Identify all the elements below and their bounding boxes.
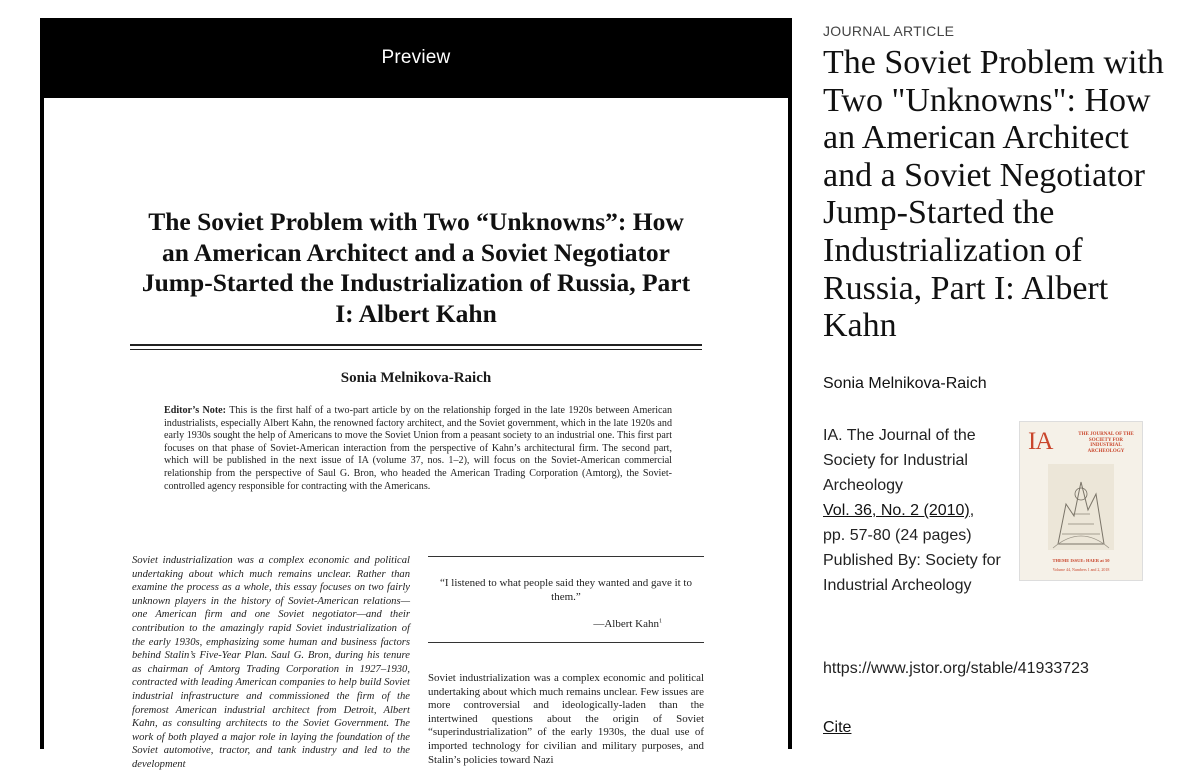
title-rule-thick bbox=[130, 344, 702, 346]
cite-link[interactable]: Cite bbox=[823, 719, 852, 736]
epigraph-footnote: 1 bbox=[659, 618, 662, 625]
cover-volume: Volume 44, Numbers 1 and 2, 2018 bbox=[1052, 567, 1110, 572]
preview-page[interactable] bbox=[44, 98, 788, 770]
cover-publication: THE JOURNAL OF THE SOCIETY FOR INDUSTRIAL ARCHEOLOGY bbox=[1078, 432, 1134, 454]
editors-note-text: This is the first half of a two-part article by on the relationship forged in the late 1920s between American industrialists, especially Albert Kahn, the renowned factory architect, and the Soviet government, which in the late 1920s and early 1930s sought the help of Americans to move the Soviet Union from a peasant society to an industrial one. This first part focuses on that phase of Soviet-American interaction from the perspective of Kahn’s architectural firm. The second part, which will be published in the next issue of IA (volume 37, nos. 1–2), will focus on the Soviet-American commercial relationship from the perspective of Saul G. Bron, who headed the American Trading Corporation (Amtorg), the Soviet-controlled agency responsible for contracting with the Americans. bbox=[164, 405, 673, 492]
paper-title-text: The Soviet Problem with Two “Unknowns”: How an American Architect and a Soviet Negotiator Jump-Started the Industrialization of Russia, Part I: Albert Kahn bbox=[141, 207, 691, 328]
publisher-line: Published By: Society for Industrial Archeology bbox=[823, 552, 1001, 594]
cover-issue-theme: THEME ISSUE: HAER at 50 bbox=[1052, 558, 1110, 563]
quote-rule-bottom bbox=[428, 642, 704, 643]
preview-panel[interactable] bbox=[40, 18, 792, 770]
issue-line bbox=[823, 498, 1013, 523]
epigraph-attribution-text: —Albert Kahn bbox=[593, 618, 659, 630]
editors-note bbox=[164, 405, 672, 493]
epigraph-quote: “I listened to what people said they wanted and gave it to them.” bbox=[439, 577, 692, 603]
paper-author: Sonia Melnikova-Raich bbox=[340, 370, 492, 386]
cover-logo: IA bbox=[1028, 428, 1053, 455]
journal-name[interactable]: IA. The Journal of the Society for Industrial Archeology bbox=[823, 427, 976, 494]
stable-url[interactable]: https://www.jstor.org/stable/41933723 bbox=[823, 660, 1089, 677]
content-type-label: JOURNAL ARTICLE bbox=[823, 23, 955, 39]
quote-rule-top bbox=[428, 556, 704, 557]
epigraph-attribution bbox=[428, 618, 662, 630]
article-author[interactable]: Sonia Melnikova-Raich bbox=[823, 375, 987, 392]
paper-title bbox=[44, 207, 788, 329]
preview-header bbox=[40, 18, 792, 98]
issue-link[interactable]: Vol. 36, No. 2 (2010) bbox=[823, 502, 970, 519]
journal-info bbox=[823, 423, 1013, 598]
editors-note-label: Editor’s Note: bbox=[164, 405, 227, 416]
preview-label: Preview bbox=[381, 47, 451, 68]
issue-suffix: , bbox=[969, 502, 975, 519]
paper-body-text: Soviet industrialization was a complex economic and political undertaking about which much remains unclear. Few issues are more controversial and ideologically-laden than the intertwined questions about the origin of Soviet “superindustrialization” of the early 1930s, the dual use of imported technology for civilian and military purposes, and Stalin’s policies toward Nazi bbox=[428, 672, 704, 766]
cover-illustration bbox=[1048, 464, 1114, 550]
journal-cover[interactable] bbox=[1019, 421, 1143, 581]
page-range: pp. 57-80 (24 pages) bbox=[823, 527, 972, 544]
paper-abstract: Soviet industrialization was a complex economic and political undertaking about which much remains unclear. Rather than examine the process as a whole, this essay focuses on two fairly unknown players in the history of Soviet-American relations—one American firm and one Soviet negotiator—and their contribution to the amazingly rapid Soviet industrialization of the early 1930s, emphasizing some human and business factors behind Stalin’s Five-Year Plan. Saul G. Bron, during his tenure as chairman of Amtorg Trading Corporation in 1927–1930, contracted with leading American companies to help build Soviet industrial infrastructure and commissioned the firm of the foremost American industrial architect from Detroit, Albert Kahn, as consulting architects to the Soviet Government. The work of both played a major role in laying the foundation of the Soviet automotive, tractor, and tank industry and led to the development bbox=[132, 555, 410, 770]
article-title: The Soviet Problem with Two "Unknowns": How an American Architect and a Soviet Negotiator Jump-Started the Industrialization of Russia, Part I: Albert Kahn bbox=[823, 44, 1164, 345]
title-rule-thin bbox=[130, 349, 702, 350]
